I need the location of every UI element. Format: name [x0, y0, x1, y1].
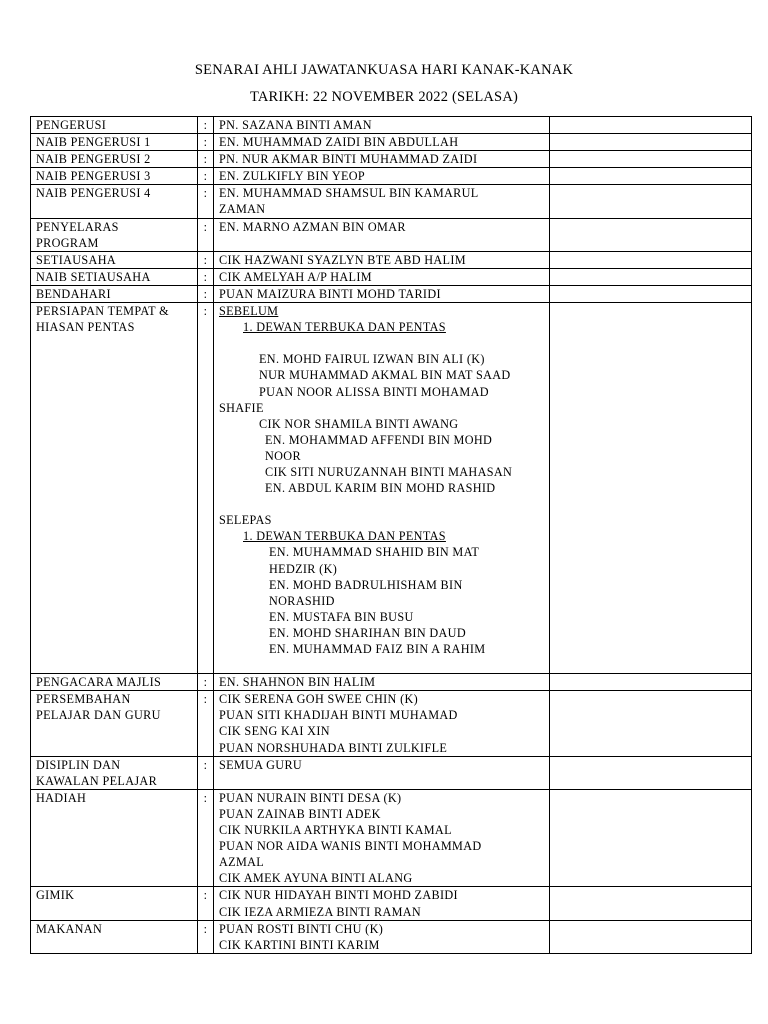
role-label: PERSIAPAN TEMPAT & — [36, 304, 169, 319]
role-cell — [31, 218, 198, 251]
role-cell — [31, 117, 198, 134]
member-name: PUAN NOOR ALISSA BINTI MOHAMAD — [259, 384, 489, 399]
table-row — [31, 117, 752, 134]
members-cell — [214, 756, 550, 789]
member-name: CIK SERENA GOH SWEE CHIN (K) — [219, 692, 419, 707]
colon-cell: : — [198, 285, 214, 302]
member-name: EN. MUSTAFA BIN BUSU — [269, 609, 414, 624]
role-cell — [31, 691, 198, 756]
colon-cell: : — [198, 185, 214, 218]
committee-table — [30, 116, 752, 954]
notes-cell — [550, 168, 752, 185]
members-cell — [214, 920, 550, 953]
role-cell — [31, 756, 198, 789]
member-name: NUR MUHAMMAD AKMAL BIN MAT SAAD — [259, 368, 511, 383]
table-row — [31, 268, 752, 285]
notes-cell — [550, 117, 752, 134]
member-name: SEMUA GURU — [219, 757, 303, 772]
members-cell — [214, 117, 550, 134]
members-cell — [214, 285, 550, 302]
subsection-heading: 1. DEWAN TERBUKA DAN PENTAS — [243, 320, 446, 335]
colon-cell: : — [198, 756, 214, 789]
table-row — [31, 285, 752, 302]
role-label: PERSEMBAHAN — [36, 692, 131, 707]
table-row — [31, 756, 752, 789]
role-label: NAIB SETIAUSAHA — [36, 269, 151, 284]
members-cell — [214, 251, 550, 268]
member-name: CIK AMEK AYUNA BINTI ALANG — [219, 871, 413, 886]
role-label: BENDAHARI — [36, 286, 111, 301]
role-label: NAIB PENGERUSI 4 — [36, 186, 151, 201]
notes-cell — [550, 151, 752, 168]
member-name: EN. SHAHNON BIN HALIM — [219, 675, 376, 690]
role-cell — [31, 674, 198, 691]
section-heading-after: SELEPAS — [219, 513, 272, 528]
member-name: PN. NUR AKMAR BINTI MUHAMMAD ZAIDI — [219, 152, 478, 167]
member-name: SHAFIE — [219, 400, 264, 415]
members-cell — [214, 268, 550, 285]
member-name: CIK HAZWANI SYAZLYN BTE ABD HALIM — [219, 252, 466, 267]
member-name: CIK IEZA ARMIEZA BINTI RAMAN — [219, 904, 422, 919]
members-cell — [214, 218, 550, 251]
notes-cell — [550, 920, 752, 953]
colon-cell: : — [198, 887, 214, 920]
members-cell — [214, 151, 550, 168]
members-cell — [214, 185, 550, 218]
members-cell — [214, 789, 550, 887]
notes-cell — [550, 185, 752, 218]
notes-cell — [550, 303, 752, 674]
colon-cell: : — [198, 117, 214, 134]
notes-cell — [550, 134, 752, 151]
role-cell — [31, 285, 198, 302]
document-date: TARIKH: 22 NOVEMBER 2022 (SELASA) — [249, 89, 519, 105]
spacer — [219, 657, 544, 673]
member-name: AZMAL — [219, 855, 265, 870]
notes-cell — [550, 285, 752, 302]
members-cell — [214, 887, 550, 920]
role-label: KAWALAN PELAJAR — [36, 773, 158, 788]
member-name: EN. ZULKIFLY BIN YEOP — [219, 169, 366, 184]
notes-cell — [550, 691, 752, 756]
document-title: SENARAI AHLI JAWATANKUASA HARI KANAK-KANAK — [194, 62, 574, 78]
colon-cell: : — [198, 168, 214, 185]
member-name: PUAN NOR AIDA WANIS BINTI MOHAMMAD — [219, 839, 482, 854]
role-label: NAIB PENGERUSI 2 — [36, 152, 151, 167]
member-name: PUAN NURAIN BINTI DESA (K) — [219, 790, 402, 805]
table-row — [31, 168, 752, 185]
colon-cell: : — [198, 920, 214, 953]
member-name: CIK NOR SHAMILA BINTI AWANG — [259, 416, 459, 431]
notes-cell — [550, 756, 752, 789]
spacer — [219, 335, 544, 351]
member-name: EN. MUHAMMAD SHAMSUL BIN KAMARUL — [219, 186, 479, 201]
colon-cell: : — [198, 151, 214, 168]
table-row — [31, 303, 752, 674]
role-cell — [31, 303, 198, 674]
member-name: EN. MOHD FAIRUL IZWAN BIN ALI (K) — [259, 352, 485, 367]
notes-cell — [550, 218, 752, 251]
role-cell — [31, 887, 198, 920]
member-name: EN. MOHD BADRULHISHAM BIN — [269, 577, 463, 592]
role-cell — [31, 789, 198, 887]
member-name: EN. MOHAMMAD AFFENDI BIN MOHD — [265, 432, 493, 447]
table-row — [31, 185, 752, 218]
role-cell — [31, 168, 198, 185]
role-label: PENYELARAS — [36, 219, 119, 234]
member-name: EN. MARNO AZMAN BIN OMAR — [219, 219, 406, 234]
role-cell — [31, 251, 198, 268]
role-cell — [31, 134, 198, 151]
role-label: PENGERUSI — [36, 118, 107, 132]
member-name: PUAN ROSTI BINTI CHU (K) — [219, 921, 384, 936]
members-cell — [214, 691, 550, 756]
member-name: HEDZIR (K) — [269, 561, 338, 576]
members-cell — [214, 674, 550, 691]
notes-cell — [550, 251, 752, 268]
table-row — [31, 251, 752, 268]
table-row — [31, 691, 752, 756]
table-row — [31, 674, 752, 691]
notes-cell — [550, 674, 752, 691]
member-name: CIK SITI NURUZANNAH BINTI MAHASAN — [265, 464, 513, 479]
colon-cell: : — [198, 268, 214, 285]
colon-cell: : — [198, 789, 214, 887]
member-name: PUAN SITI KHADIJAH BINTI MUHAMAD — [219, 708, 458, 723]
notes-cell — [550, 268, 752, 285]
member-name: PN. SAZANA BINTI AMAN — [219, 118, 372, 132]
subsection-heading: 1. DEWAN TERBUKA DAN PENTAS — [243, 529, 446, 544]
table-row — [31, 151, 752, 168]
role-cell — [31, 185, 198, 218]
member-name: EN. MUHAMMAD SHAHID BIN MAT — [269, 545, 480, 560]
member-name: CIK NUR HIDAYAH BINTI MOHD ZABIDI — [219, 888, 458, 903]
role-label: PENGACARA MAJLIS — [36, 675, 162, 690]
member-name: NOOR — [265, 448, 301, 463]
colon-cell: : — [198, 251, 214, 268]
role-label: NAIB PENGERUSI 3 — [36, 169, 151, 184]
member-name: EN. MUHAMMAD FAIZ BIN A RAHIM — [269, 642, 486, 656]
role-label: MAKANAN — [36, 921, 103, 936]
member-name: EN. ABDUL KARIM BIN MOHD RASHID — [265, 481, 496, 496]
member-name: CIK AMELYAH A/P HALIM — [219, 269, 372, 284]
role-label: NAIB PENGERUSI 1 — [36, 135, 151, 150]
colon-cell: : — [198, 303, 214, 674]
member-name: ZAMAN — [219, 202, 266, 217]
member-name: CIK KARTINI BINTI KARIM — [219, 937, 380, 952]
table-row — [31, 887, 752, 920]
notes-cell — [550, 789, 752, 887]
role-label: PROGRAM — [36, 235, 99, 250]
role-cell — [31, 151, 198, 168]
notes-cell — [550, 887, 752, 920]
table-row — [31, 218, 752, 251]
members-cell — [214, 168, 550, 185]
colon-cell: : — [198, 218, 214, 251]
table-row — [31, 789, 752, 887]
members-cell — [214, 134, 550, 151]
members-cell — [214, 303, 550, 674]
table-row — [31, 134, 752, 151]
table-row — [31, 920, 752, 953]
role-label: SETIAUSAHA — [36, 252, 117, 267]
role-label: GIMIK — [36, 888, 75, 903]
section-heading-before: SEBELUM — [219, 304, 279, 319]
role-label: HIASAN PENTAS — [36, 320, 135, 335]
member-name: EN. MOHD SHARIHAN BIN DAUD — [269, 625, 466, 640]
colon-cell: : — [198, 691, 214, 756]
member-name: CIK NURKILA ARTHYKA BINTI KAMAL — [219, 823, 452, 838]
member-name: PUAN ZAINAB BINTI ADEK — [219, 806, 381, 821]
role-cell — [31, 268, 198, 285]
member-name: PUAN MAIZURA BINTI MOHD TARIDI — [219, 286, 441, 301]
role-label: PELAJAR DAN GURU — [36, 708, 161, 723]
role-cell — [31, 920, 198, 953]
spacer — [219, 496, 544, 512]
member-name: CIK SENG KAI XIN — [219, 724, 330, 739]
role-label: DISIPLIN DAN — [36, 757, 121, 772]
member-name: EN. MUHAMMAD ZAIDI BIN ABDULLAH — [219, 135, 459, 150]
colon-cell: : — [198, 134, 214, 151]
role-label: HADIAH — [36, 790, 87, 805]
colon-cell: : — [198, 674, 214, 691]
member-name: NORASHID — [269, 593, 335, 608]
member-name: PUAN NORSHUHADA BINTI ZULKIFLE — [219, 740, 448, 755]
